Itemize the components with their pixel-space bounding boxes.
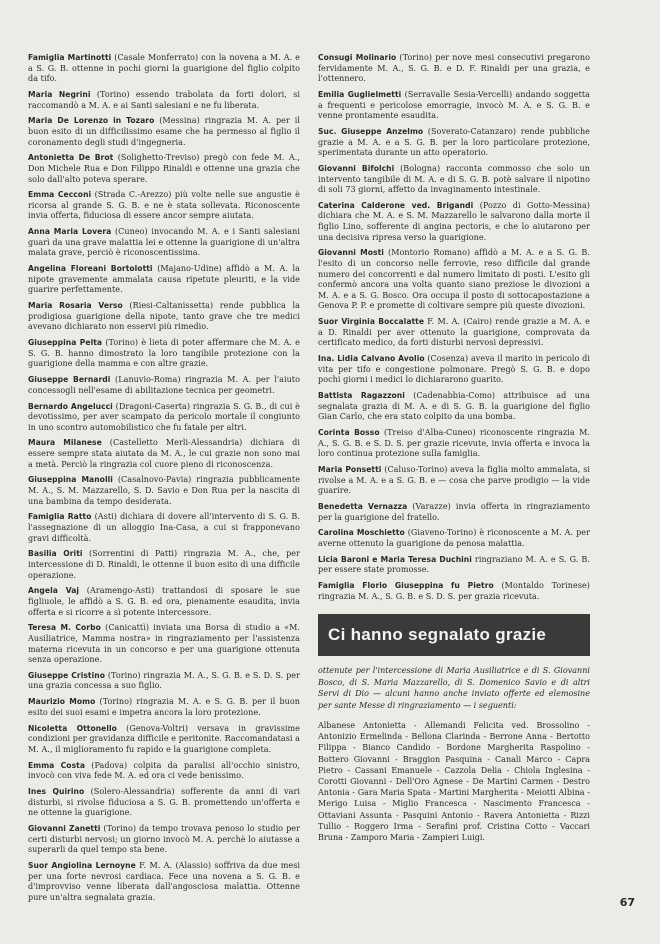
- entry-name: Angelina Floreani Bortolotti: [28, 264, 153, 274]
- grace-entry: [318, 90, 590, 122]
- entry-text: (Genova-Voltri) versava in gravissime condizioni per gravidanza difficile e peritonite. Raccomandatasi a M. A., il miglioramento fu rapido e la guarigione completa.: [28, 723, 300, 754]
- grace-entry: [318, 354, 590, 386]
- grace-entry: [318, 53, 590, 85]
- entry-text: (Cadenabbia-Como) attribuisce ad una segnalata grazia di M. A. e di S. G. B. la guarigione del figlio Gian Carlo, che era stato colpito da una bomba.: [318, 391, 590, 422]
- entry-name: Suc. Giuseppe Anzelmo: [318, 126, 424, 136]
- entry-text: (Montorio Romano) affidò a M. A. e a S. G. B. l'esito di un concorso nelle ferrovie, reso difficile dal grande numero dei concorrenti e dal numero limitato di posti. L'esito gli confermò ancora una volta quanto siano preziose le divozioni a M. A. e a S. G. Bosco. Ora occupa il posto di sottocapostazione a Genova P. P. e promette di coltivare sempre più queste divozioni.: [318, 248, 590, 311]
- entry-text: (Torino) ringrazia M. A. e S. G. B. per il buon esito dei suoi esami e impetra ancora la loro protezione.: [28, 697, 300, 717]
- entry-text: (Torino) è lieta di poter affermare che M. A. e S. G. B. hanno dimostrato la loro tangibile protezione con la guarigione della mamma e con altre grazie.: [28, 338, 300, 369]
- entry-name: Maria Negrini: [28, 89, 91, 99]
- right-entries: [318, 53, 590, 602]
- entry-text: (Lanuvio-Roma) ringrazia M. A. per l'aiuto concessogli nell'esame di abilitazione tecnica per geometri.: [28, 375, 300, 395]
- entry-text: (Soverato-Catanzaro) rende pubbliche grazie a M. A. e a S. G. B. per la loro particolare protezione, sperimentata durante un atto operatorio.: [318, 126, 590, 158]
- grace-entry: [28, 512, 300, 544]
- entry-name: Famiglia Ratto: [28, 512, 92, 522]
- entry-name: Anna Maria Lovera: [28, 227, 112, 237]
- entry-name: Giuseppina Manolli: [28, 475, 113, 485]
- entry-text: (Bologna) racconta commosso che solo un intervento tangibile di M. A. e di S. G. B. potè salvare il nipotino di soli 73 giorni, affetto da invaginamento intestinale.: [318, 163, 590, 195]
- entry-name: Giuseppe Bernardi: [28, 375, 111, 385]
- entry-text: (Solero-Alessandria) sofferente da anni di vari disturbi, si rivolse fiduciosa a S. G. B. promettendo un'offerta e ne ottenne la guarigione.: [28, 786, 300, 818]
- grace-entry: [28, 438, 300, 470]
- grace-entry: [28, 338, 300, 370]
- entry-name: Suor Angiolina Lernoyne: [28, 860, 136, 870]
- entry-text: (Padova) colpita da paralisi all'occhio sinistro, invocò con viva fede M. A. ed ora ci vede benissimo.: [28, 760, 300, 781]
- page-number: 67: [619, 896, 635, 909]
- grace-entry: [28, 90, 300, 111]
- grace-entry: [28, 861, 300, 903]
- section-banner: Ci hanno segnalato grazie: [318, 614, 590, 656]
- grace-entry: [318, 164, 590, 196]
- entry-name: Corinta Bosso: [318, 428, 380, 438]
- entry-text: (Montaldo Torinese) ringrazia M. A., S. G. B. e S. D. S. per grazia ricevuta.: [318, 581, 591, 601]
- entry-name: Carolina Moschietto: [318, 528, 405, 538]
- entry-name: Giuseppina Pelta: [28, 338, 103, 348]
- entry-name: Ines Quirino: [28, 786, 85, 796]
- entry-name: Caterina Calderone ved. Brigandi: [318, 200, 474, 210]
- grace-entry: [318, 428, 590, 460]
- entry-text: (Asti) dichiara di dovere all'intervento di S. G. B. l'assegnazione di un alloggio Ina-Casa, a cui si frapponevano gravi difficoltà.: [28, 512, 300, 543]
- grace-entry: [28, 761, 300, 782]
- grace-entry: [318, 465, 590, 497]
- entry-text: (Canicattì) inviata una Borsa di studio a «M. Ausiliatrice, Mamma nostra» in ringraziamento per l'assistenza materna ricevuta in un concorso e per una guarigione ottenuta senza operazione.: [28, 623, 301, 665]
- grace-entry: [318, 555, 590, 576]
- entry-name: Suor Virginia Boccalatte: [318, 317, 425, 327]
- entry-text: (Sorrentini di Patti) ringrazia M. A., che, per intercessione di D. Rinaldi, le ottenne il buon esito di una difficile operazione.: [28, 549, 300, 580]
- entry-text: (Caluso-Torino) aveva la figlia molto ammalata, si rivolse a M. A. e a S. G. B. e — cosa che parve prodigio — la vide guarire.: [318, 465, 591, 496]
- entry-name: Famiglia Florio Giuseppina fu Pietro: [318, 581, 494, 591]
- entry-name: Battista Ragazzoni: [318, 391, 405, 401]
- entry-text: F. M. A. (Cairo) rende grazie a M. A. e a D. Rinaldi per aver ottenuto la guarigione, comprovata da certificato medico, da forti disturbi nervosi depressivi.: [318, 317, 590, 348]
- entry-name: Basilia Oriti: [28, 549, 83, 559]
- entry-text: ringraziano M. A. e S. G. B. per essere state promosse.: [318, 554, 590, 575]
- entry-name: Consugi Molinario: [318, 53, 397, 62]
- grace-entry: [28, 475, 300, 507]
- grace-entry: [28, 153, 300, 185]
- entry-text: (Solighetto-Treviso) pregò con fede M. A., Don Michele Rua e Don Filippo Rinaldi e ottenne una grazia che solo dall'alto poteva sperare.: [28, 153, 300, 184]
- grace-entry: [28, 671, 300, 692]
- grace-entry: [28, 264, 300, 296]
- grace-entry: [318, 581, 590, 602]
- entry-text: (Varazze) invia offerta in ringraziamento per la guarigione del fratello.: [318, 502, 590, 522]
- entry-text: (Majano-Udine) affidò a M. A. la nipote gravemente ammalata causa ripetute pleuriti, e la vide guarire perfettamente.: [28, 264, 300, 295]
- grace-entry: [28, 227, 300, 259]
- grace-entry: [28, 586, 300, 618]
- entry-text: (Torino) essendo trabolata da forti dolori, si raccomandò a M. A. e ai Santi salesiani e ne fu liberata.: [28, 89, 301, 110]
- entry-text: (Dragoni-Caserta) ringrazia S. G. B., di cui è devotissimo, per aver scampato da pericolo mortale il congiunto in uno scontro automobilistico che fu fatale per altri.: [28, 401, 300, 432]
- entry-text: (Strada C.-Arezzo) più volte nelle sue angustie è ricorsa al grande S. G. B. e ne è stata sollevata. Riconoscente invia offerta, fiduciosa di essere ancor sempre aiutata.: [28, 190, 300, 221]
- entry-name: Maria Rosaria Verso: [28, 301, 123, 311]
- right-column: [318, 53, 590, 843]
- entry-text: (Casale Monferrato) con la novena a M. A. e a S. G. B. ottenne in pochi giorni la guarigione del figlio colpito da tifo.: [28, 53, 300, 84]
- entry-name: Maurizio Momo: [28, 697, 96, 707]
- entry-name: Emilia Guglielmetti: [318, 89, 402, 99]
- entry-name: Antonietta De Brot: [28, 153, 114, 163]
- grace-entry: [318, 127, 590, 159]
- grace-entry: [318, 201, 590, 243]
- section-intro: ottenute per l'intercessione di Maria Ausiliatrice e di S. Giovanni Bosco, di S. Maria Mazzarello, di S. Domenico Savio e di altri Servi di Dio — alcuni hanno anche inviato offerte ed elemosine per sante Messe di ringraziamento — i seguenti:: [318, 666, 590, 710]
- entry-name: Bernardo Angelucci: [28, 401, 113, 411]
- entry-text: (Treiso d'Alba-Cuneo) riconoscente ringrazia M. A., S. G. B. e S. D. S. per grazie ricevute, invia offerta e invoca la loro continua protezione sulla famiglia.: [318, 428, 590, 459]
- entry-name: Maura Milanese: [28, 438, 102, 448]
- entry-name: Giuseppe Cristino: [28, 670, 105, 680]
- entry-text: (Giaveno-Torino) è riconoscente a M. A. per averne ottenuto la guarigione da penosa malattia.: [318, 528, 590, 548]
- entry-text: (Serravalle Sesia-Vercelli) andando soggetta a frequenti e pericolose emorragie, invocò M. A. e S. G. B. e venne prontamente esaudita.: [318, 89, 590, 121]
- entry-name: Maria Ponsetti: [318, 465, 382, 475]
- grace-entry: [318, 391, 590, 423]
- grace-entry: [28, 375, 300, 396]
- grace-entry: [28, 623, 300, 665]
- left-column: [28, 53, 300, 908]
- entry-name: Emma Costa: [28, 760, 85, 770]
- entry-text: (Torino) da tempo trovava penoso lo studio per certi disturbi nervosi; un giorno invocò M. A. perchè lo aiutasse a superarli da quel tempo sta bene.: [28, 823, 300, 855]
- entry-text: (Torino) per nove mesi consecutivi pregarono fervidamente M. A., S. G. B. e D. F. Rinaldi per una grazia, e l'ottennero.: [318, 53, 590, 84]
- entry-text: (Messina) ringrazia M. A. per il buon esito di un difficilissimo esame che ha permesso al figlio il coronamento degli studi d'ingegneria.: [28, 116, 300, 147]
- entry-text: (Pozzo di Gotto-Messina) dichiara che M. A. e S. M. Mazzarello le salvarono dalla morte il figlio Lino, sofferente di angina pectoris, e che lo aiutarono per una decisiva ripresa verso la guarigione.: [318, 200, 590, 242]
- entry-name: Giovanni Bifolchi: [318, 163, 395, 173]
- grace-entry: [28, 53, 300, 85]
- entry-name: Famiglia Martinotti: [28, 53, 112, 62]
- entry-name: Nicoletta Ottonello: [28, 723, 117, 733]
- entry-name: Angela Vaj: [28, 586, 80, 596]
- grace-entry: [28, 549, 300, 581]
- grace-entry: [28, 824, 300, 856]
- entry-name: Ina. Lidia Calvano Avolio: [318, 354, 425, 364]
- entry-text: (Casalnovo-Pavia) ringrazia pubblicamente M. A., S. M. Mazzarello, S. D. Savio e Don Rua per la nascita di una bambina da tempo desiderata.: [28, 475, 301, 506]
- grace-entry: [28, 402, 300, 434]
- grace-entry: [28, 697, 300, 718]
- entry-text: (Cuneo) invocando M. A. e i Santi salesiani guarì da una grave malattia lei e ottenne la guarigione di un'altra malata grave, perciò è riconoscentissima.: [28, 227, 300, 258]
- grace-entry: [318, 502, 590, 523]
- grace-entry: [318, 248, 590, 312]
- entry-name: Teresa M. Corbo: [28, 623, 101, 633]
- entry-name: Giovanni Zanetti: [28, 823, 101, 833]
- names-list: Albanese Antonietta - Allemandi Felicita ved. Brossolino - Antonizio Ermelinda - Bellona Clarinda - Berrone Anna - Bertotto Filippa - Bianco Candido - Bordone Margherita Raspolino - Bottero Giovanni - Braggion Pasquina - Canali Marco - Capra Pietro - Cassani Emanuele - Cazzola Delia - Chiola Inglesina - Corotti Giovanni - Dell'Oro Agnese - De Martini Carmen - Destro Antonia - Gara Maria Spata - Martini Margherita - Meiotti Albina - Merigo Luisa - Miglio Francesca - Nascimento Francesca - Ottaviani Assunta - Pasquini Antonio - Ravera Antonietta - Rizzi Tullio - Roggero Irma - Serafini prof. Cristina Cotto - Vaccari Bruna - Zamporo Maria - Zampieri Luigi.: [318, 720, 590, 842]
- entry-name: Benedetta Vernazza: [318, 502, 408, 512]
- grace-entry: [28, 787, 300, 819]
- entry-name: Maria De Lorenzo in Tozaro: [28, 116, 155, 126]
- grace-entry: [28, 724, 300, 756]
- entry-text: (Cosenza) aveva il marito in pericolo di vita per tifo e congestione polmonare. Pregò S. G. B. e dopo pochi giorni i medici lo dichiararono guarito.: [318, 354, 590, 385]
- grace-entry: [28, 116, 300, 148]
- entry-text: (Torino) ringrazia M. A., S. G. B. e S. D. S. per una grazia concessa a suo figlio.: [28, 670, 300, 691]
- entry-text: (Aramengo-Asti) trattandosi di sposare le sue figliuole, le affidò a S. G. B. ed ora, pienamente esaudita, invia offerta e si ricorre a sì potente intercessore.: [28, 586, 300, 617]
- entry-text: (Riesi-Caltanissetta) rende pubblica la prodigiosa guarigione della nipote, tanto grave che tre medici avevano dichiarato non esservi più rimedio.: [28, 301, 300, 332]
- grace-entry: [28, 301, 300, 333]
- grace-entry: [318, 317, 590, 349]
- entry-text: F. M. A. (Alassio) soffriva da due mesi per una forte nevrosi cardiaca. Fece una novena a S. G. B. e d'improvviso venne liberata dall'angosciosa malattia. Ottenne pure un'altra segnalata grazia.: [28, 860, 300, 902]
- entry-name: Giovanni Mosti: [318, 248, 384, 258]
- entry-text: (Castelletto Merli-Alessandria) dichiara di essere sempre stata aiutata da M. A., le cui grazie non sono mai a metà. Perciò la ringrazia col cuore pieno di riconoscenza.: [28, 438, 300, 469]
- entry-name: Emma Cecconi: [28, 190, 92, 200]
- grace-entry: [28, 190, 300, 222]
- entry-name: Licia Baroni e Maria Teresa Duchini: [318, 554, 472, 564]
- grace-entry: [318, 528, 590, 549]
